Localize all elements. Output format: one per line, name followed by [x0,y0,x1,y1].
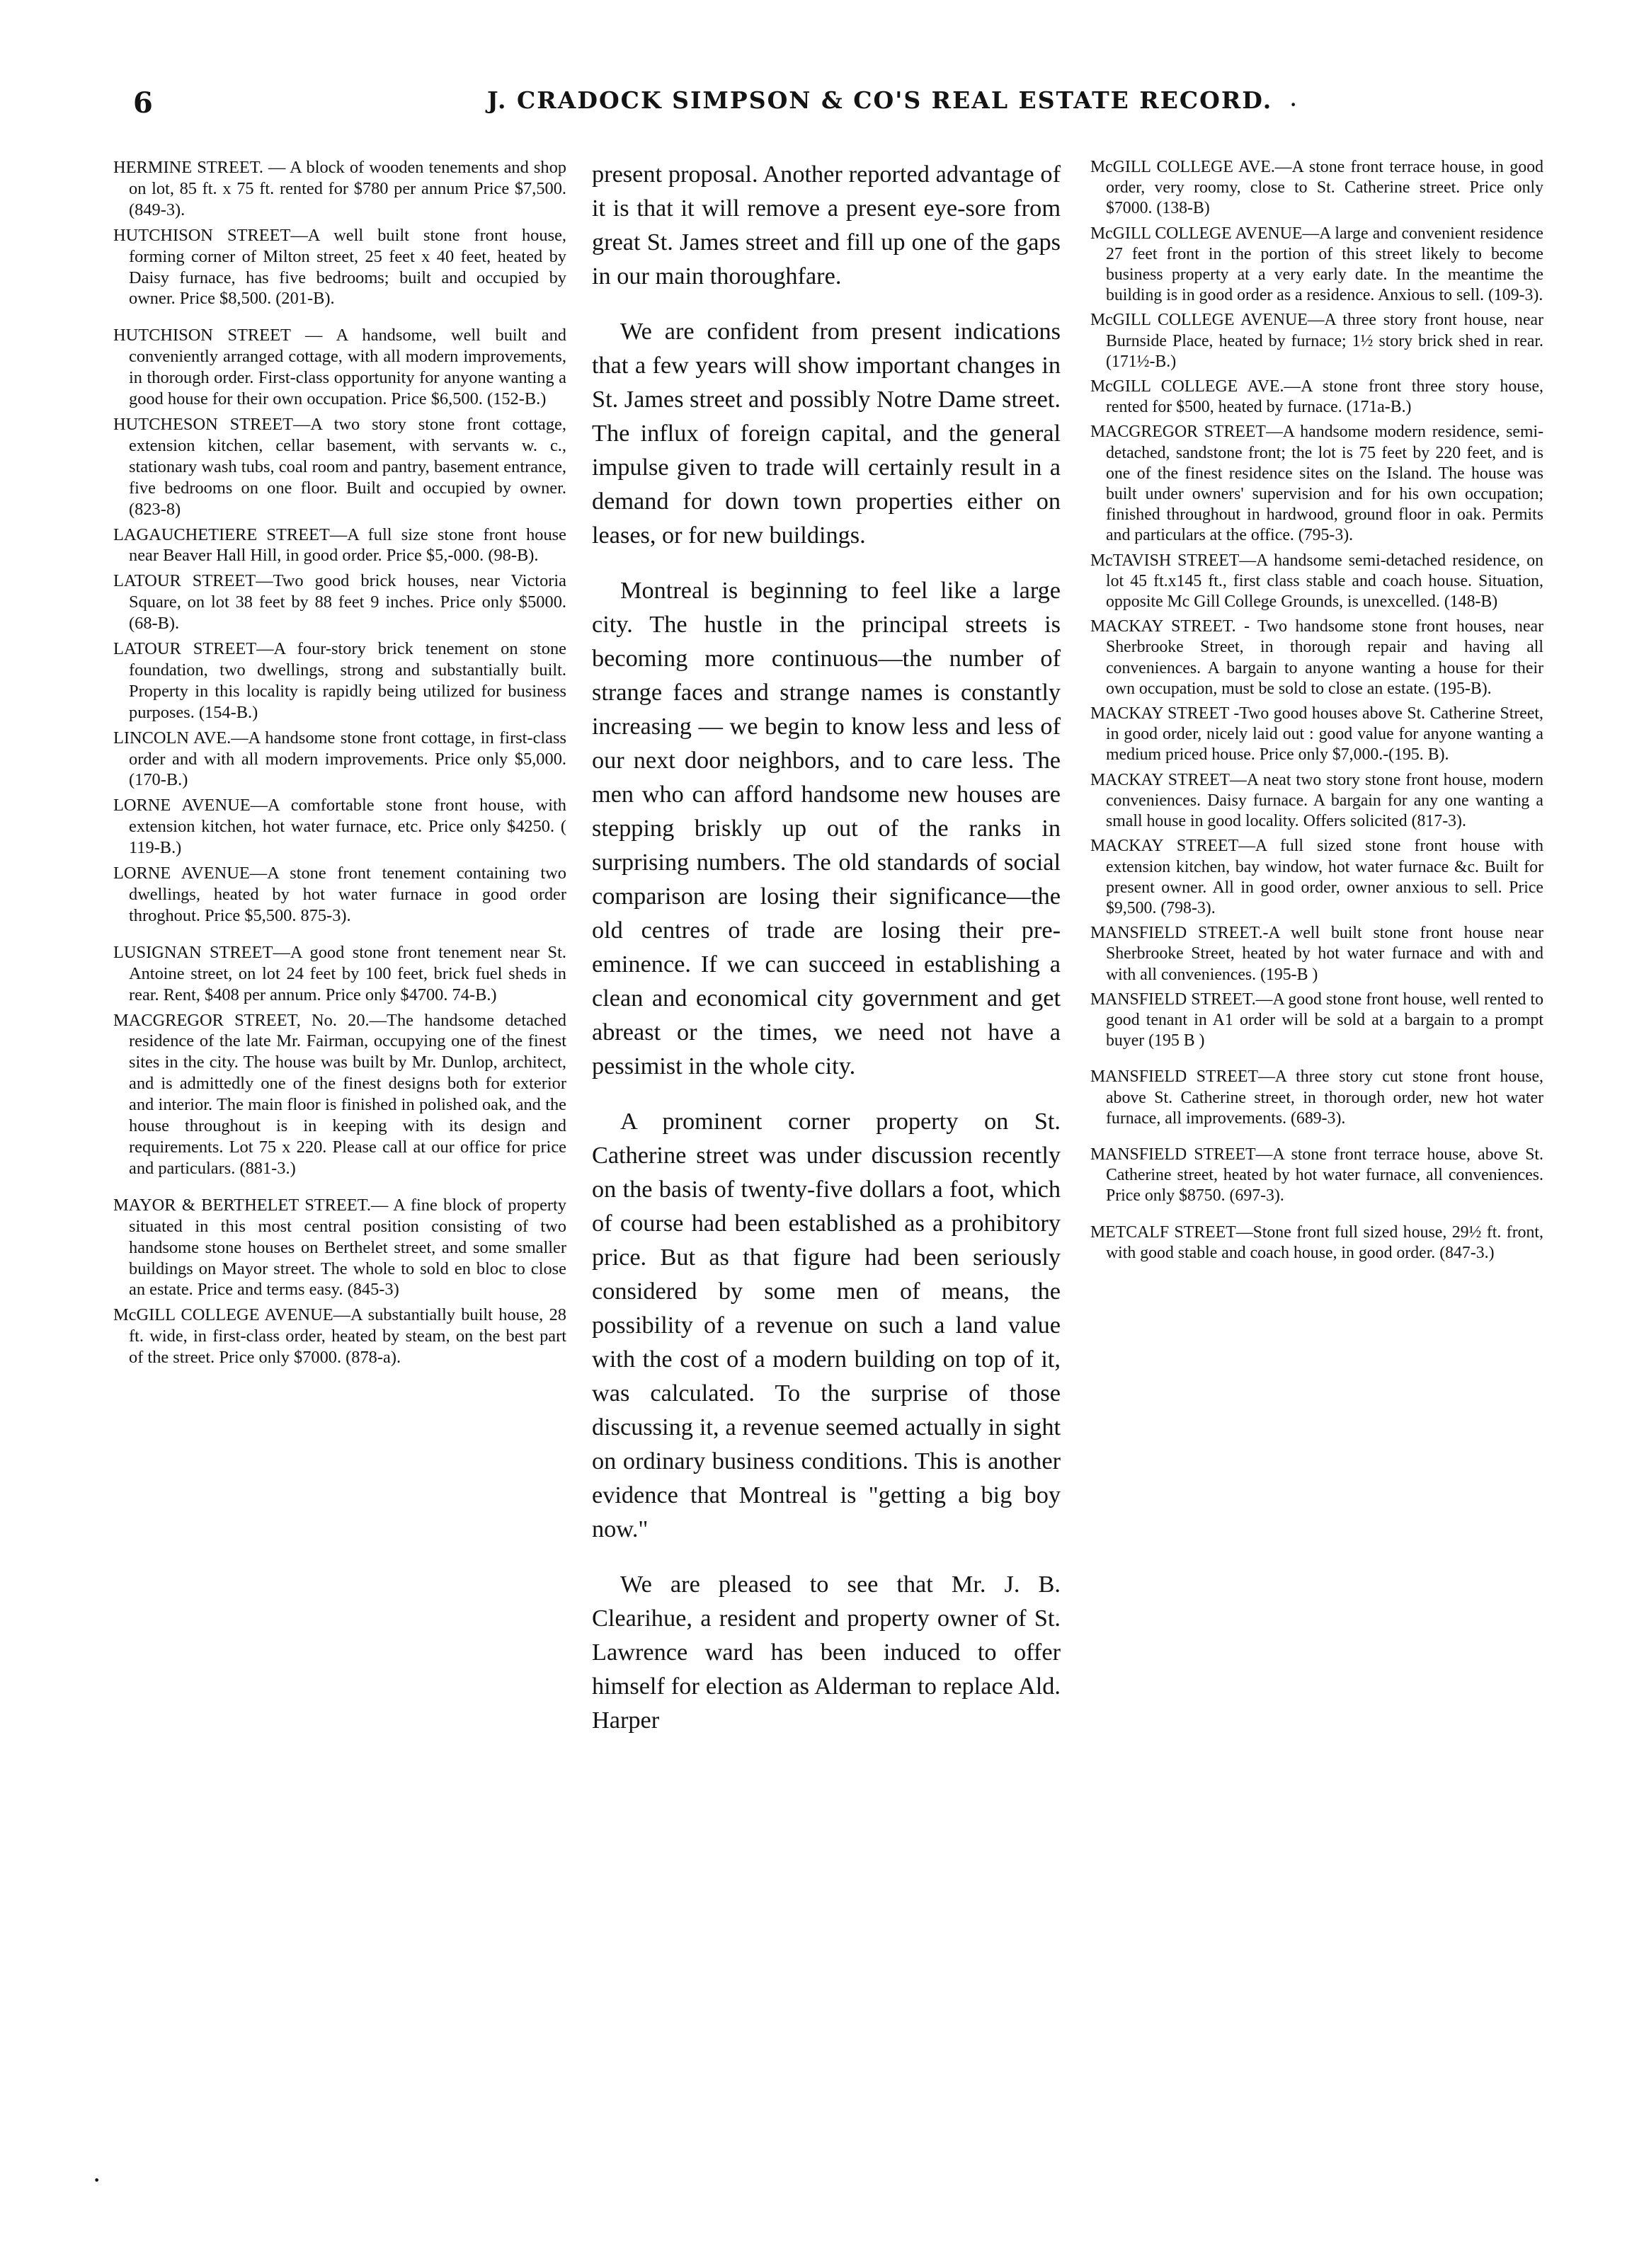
listing-entry: MAYOR & BERTHELET STREET.— A fine block of property situated in this most central position consisting of two handsome stone houses on Berthelet street, and some smaller buildings on Mayor street. The whole to sold en bloc to close an estate. Price and terms easy. (845-3) [113,1195,566,1300]
listing-entry: LAGAUCHETIERE STREET—A full size stone front house near Beaver Hall Hill, in good order. Price $5,-000. (98-B). [113,525,566,566]
listing-entry: MANSFIELD STREET—A three story cut stone front house, above St. Catherine street, in thorough order, new hot water furnace, all improvements. (689-3). [1090,1067,1543,1128]
editorial-paragraph: A prominent corner property on St. Catherine street was under discussion recently on the basis of twenty-five dollars a foot, which of course had been established as a prohibitory price. But as that figure had been seriously considered by some men of means, the possibility of a revenue on such a land value with the cost of a modern building on top of it, was calculated. To the surprise of those discussing it, a revenue seemed actually in sight on ordinary business conditions. This is another evidence that Montreal is "getting a big boy now." [592,1108,1061,1542]
listing-entry: LORNE AVENUE—A stone front tenement containing two dwellings, heated by hot water furnace in good order throghout. Price $5,500. 875-3). [113,864,566,925]
listing-entry: MACGREGOR STREET, No. 20.—The handsome detached residence of the late Mr. Fairman, occupying one of the finest sites in the city. The house was built by Mr. Dunlop, architect, and is admittedly one of the finest designs both for exterior and interior. The main floor is finished in polished oak, and the house throughout is in keeping with its design and requirements. Lot 75 x 220. Please call at our office for price and particulars. (881-3.) [113,1010,566,1178]
listing-entry: MANSFIELD STREET.-A well built stone front house near Sherbrooke Street, heated by hot water furnace and with and with all conveniences. (195-B ) [1090,924,1543,984]
listing-entry: LATOUR STREET—Two good brick houses, near Victoria Square, on lot 38 feet by 88 feet 9 inches. Price only $5000. (68-B). [113,571,566,634]
listings-column-left [113,157,566,1373]
page-number: 6 [133,86,153,120]
listing-entry: MACKAY STREET—A full sized stone front house with extension kitchen, bay window, hot water furnace &c. Built for present owner. All in good order, owner anxious to sell. Price $9,500. (798-3). [1090,837,1543,917]
listing-entry: MANSFIELD STREET—A stone front terrace house, above St. Catherine street, heated by hot water furnace, all conveniences. Price only $8750. (697-3). [1090,1145,1543,1205]
listing-entry: MACGREGOR STREET—A handsome modern residence, semi-detached, sandstone front; the lot is 75 feet by 220 feet, and is one of the finest residence sites on the Island. The house was built under owners' supervision and for his own occupation; finished throughout in hardwood, ground floor in oak. Permits and particulars at the office. (795-3). [1090,423,1543,545]
print-speck: · [1289,88,1298,120]
listing-entry: McTAVISH STREET—A handsome semi-detached residence, on lot 45 ft.x145 ft., first class stable and coach house. Situation, opposite Mc Gill College Grounds, is unexcelled. (148-B) [1090,551,1543,612]
running-header: J. CRADOCK SIMPSON & CO'S REAL ESTATE RECORD. [487,86,1273,114]
editorial-paragraph: Montreal is beginning to feel like a large city. The hustle in the principal streets is becoming more continuous—the number of strange faces and strange names is constantly increasing — we begin to know less and less of our next door neighbors, and to care less. The men who can afford handsome new houses are stepping briskly up out of the ranks in surprising numbers. The old standards of social comparison are losing their significance—the old centres of trade are losing their pre-eminence. If we can succeed in establishing a clean and economical city government and get abreast or the times, we need not have a pessimist in the whole city. [592,577,1061,1079]
listing-entry: METCALF STREET—Stone front full sized house, 29½ ft. front, with good stable and coach house, in good order. (847-3.) [1090,1222,1543,1262]
listing-entry: LINCOLN AVE.—A handsome stone front cottage, in first-class order and with all modern improvements. Price only $5,000. (170-B.) [113,728,566,790]
editorial-paragraph: present proposal. Another reported advantage of it is that it will remove a present eye-sore from great St. James street and fill up one of the gaps in our main thoroughfare. [592,161,1061,290]
listing-entry: MACKAY STREET. - Two handsome stone front houses, near Sherbrooke Street, in thorough repair and having all conveniences. A bargain to anyone wanting a house for their own occupation, must be sold to close an estate. (195-B). [1090,617,1543,698]
listing-entry: MANSFIELD STREET.—A good stone front house, well rented to good tenant in A1 order will be sold at a bargain to a prompt buyer (195 B ) [1090,990,1543,1050]
listing-entry: HUTCHISON STREET — A handsome, well built and conveniently arranged cottage, with all modern improvements, in thorough order. First-class opportunity for anyone wanting a good house for their own occupation. Price $6,500. (152-B.) [113,326,566,409]
listing-entry: HUTCHESON STREET—A two story stone front cottage, extension kitchen, cellar basement, with servants w. c., stationary wash tubs, coal room and pantry, basement entrance, five bedrooms on one floor. Built and occupied by owner. (823-8) [113,414,566,519]
listing-entry: McGILL COLLEGE AVENUE—A large and convenient residence 27 feet front in the portion of this street likely to become business property at a very early date. In the meantime the building is in good order as a residence. Anxious to sell. (109-3). [1090,224,1543,305]
listing-entry: McGILL COLLEGE AVE.—A stone front three story house, rented for $500, heated by furnace. (171a-B.) [1090,377,1543,417]
editorial-column [592,157,1061,1758]
listing-entry: McGILL COLLEGE AVE.—A stone front terrace house, in good order, very roomy, close to St. Catherine street. Price only $7000. (138-B) [1090,158,1543,218]
print-speck: · [92,2164,102,2196]
listing-entry: MACKAY STREET -Two good houses above St. Catherine Street, in good order, nicely laid out : good value for anyone wanting a medium priced house. Price only $7,000.-(195. B). [1090,704,1543,764]
listing-entry: MACKAY STREET—A neat two story stone front house, modern conveniences. Daisy furnace. A bargain for any one wanting a small house in good locality. Offers solicited (817-3). [1090,770,1543,831]
listings-column-right [1090,157,1543,1268]
listing-entry: LORNE AVENUE—A comfortable stone front house, with extension kitchen, hot water furnace, etc. Price only $4250. ( 119-B.) [113,796,566,858]
listing-entry: McGILL COLLEGE AVENUE—A substantially built house, 28 ft. wide, in first-class order, heated by steam, on the best part of the street. Price only $7000. (878-a). [113,1305,566,1368]
listing-entry: HUTCHISON STREET—A well built stone front house, forming corner of Milton street, 25 feet x 40 feet, heated by Daisy furnace, has five bedrooms; built and occupied by owner. Price $8,500. (201-B). [113,225,566,309]
editorial-paragraph: We are confident from present indications that a few years will show important changes in St. James street and possibly Notre Dame street. The influx of foreign capital, and the general impulse given to trade will certainly result in a demand for down town properties either on leases, or for new buildings. [592,318,1061,549]
listing-entry: LATOUR STREET—A four-story brick tenement on stone foundation, two dwellings, strong and substantially built. Property in this locality is rapidly being utilized for business purposes. (154-B.) [113,639,566,722]
editorial-paragraph: We are pleased to see that Mr. J. B. Clearihue, a resident and property owner of St. Lawrence ward has been induced to offer himself for election as Alderman to replace Ald. Harper [592,1571,1061,1734]
listing-entry: HERMINE STREET. — A block of wooden tenements and shop on lot, 85 ft. x 75 ft. rented for $780 per annum Price $7,500.(849-3). [113,158,566,219]
listing-entry: McGILL COLLEGE AVENUE—A three story front house, near Burnside Place, heated by furnace; 1½ story brick shed in rear. (171½-B.) [1090,311,1543,371]
listing-entry: LUSIGNAN STREET—A good stone front tenement near St. Antoine street, on lot 24 feet by 100 feet, brick fuel sheds in rear. Rent, $408 per annum. Price only $4700. 74-B.) [113,942,566,1004]
